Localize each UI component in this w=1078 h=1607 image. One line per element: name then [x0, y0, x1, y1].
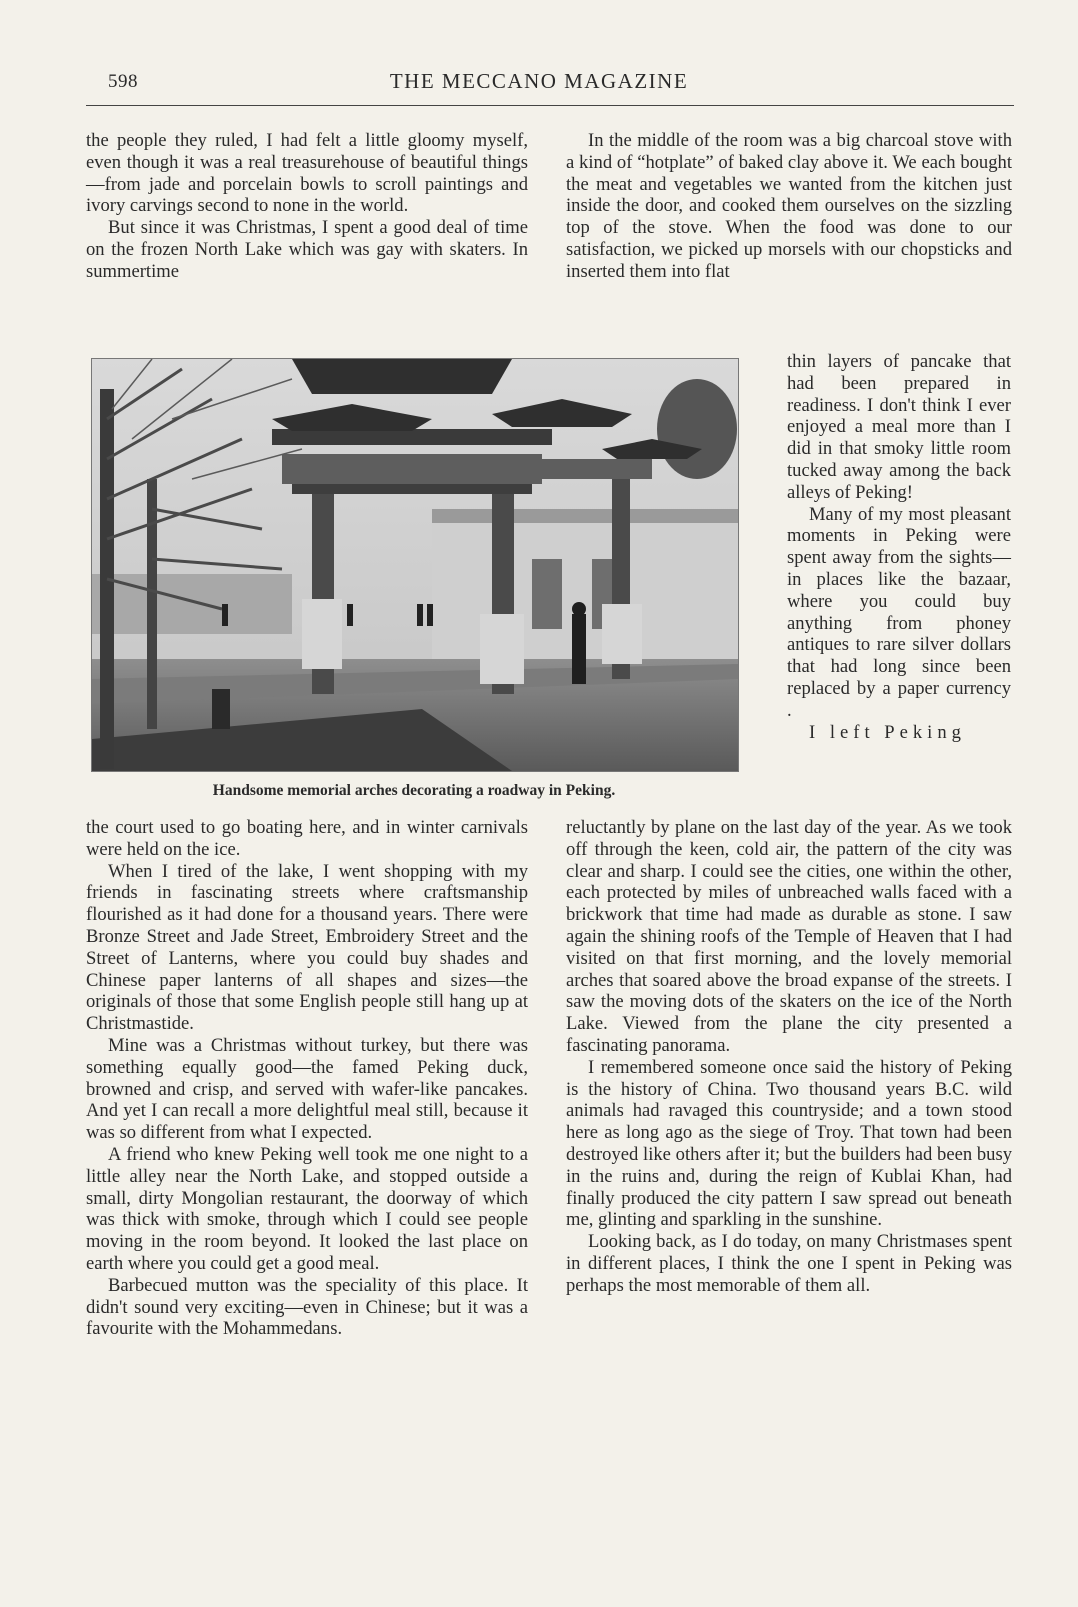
page-number: 598	[108, 71, 138, 92]
column-right-bottom	[566, 817, 1012, 1297]
figure-caption: Handsome memorial arches decorating a roadway in Peking.	[212, 782, 616, 799]
paragraph: But since it was Christmas, I spent a good deal of time on the frozen North Lake which was gay with skaters. In summertime	[86, 217, 528, 282]
column-left-top	[86, 130, 528, 283]
paragraph: the people they ruled, I had felt a little gloomy myself, even though it was a real treasurehouse of beautiful things—from jade and porcelain bowls to scroll paintings and ivory carvings second to none in the world.	[86, 130, 528, 217]
paragraph: A friend who knew Peking well took me one night to a little alley near the North Lake, and stopped outside a small, dirty Mongolian restaurant, the doorway of which was thick with smoke, through which I could see people moving in the room beyond. It looked the last place on earth where you could get a good meal.	[86, 1143, 528, 1274]
paragraph: Looking back, as I do today, on many Christmases spent in different places, I think the one I spent in Peking was perhaps the most memorable of them all.	[566, 1231, 1012, 1296]
running-head: THE MECCANO MAGAZINE	[389, 69, 689, 93]
column-right-top	[566, 130, 1012, 283]
header-rule	[86, 105, 1014, 106]
paragraph: thin layers of pancake that had been prepared in readiness. I don't think I ever enjoyed a meal more than I did in that smoky little room tucked away among the back alleys of Peking!	[787, 351, 1011, 503]
paragraph: In the middle of the room was a big charcoal stove with a kind of “hotplate” of baked clay above it. We each bought the meat and vegetables we wanted from the kitchen just inside the door, and cooked them ourselves on the sizzling top of the stove. When the food was done to our satisfaction, we picked up morsels with our chopsticks and inserted them into flat	[566, 130, 1012, 282]
paragraph: reluctantly by plane on the last day of the year. As we took off through the keen, cold air, the pattern of the city was clear and sharp. I could see the cities, one within the other, each protected by miles of unbreached walls faced with a brickwork that time had made as durable as stone. I saw again the shining roofs of the Temple of Heaven that I had visited on that first morning, and the lovely memorial arches that soared above the broad expanse of the streets. I saw the moving dots of the skaters on the ice of the North Lake. Viewed from the plane the city presented a fascinating panorama.	[566, 817, 1012, 1056]
paragraph: When I tired of the lake, I went shopping with my friends in fascinating streets where craftsmanship flourished as it had done for a thousand years. There were Bronze Street and Jade Street, Embroidery Street and the Street of Lanterns, where you could buy shades and Chinese paper lanterns of all shapes and sizes—the originals of those that some English people still hang up at Christmastide.	[86, 860, 528, 1035]
paragraph: the court used to go boating here, and in winter carnivals were held on the ice.	[86, 817, 528, 860]
column-left-bottom	[86, 817, 528, 1340]
paragraph: I remembered someone once said the history of Peking is the history of China. Two thousand years B.C. wild animals had ravaged this countryside; and a town stood here as long ago as the siege of Troy. That town had been destroyed like others after it; but the builders had been busy in the ruins and, during the reign of Kublai Khan, had finally produced the city pattern I saw spread out beneath me, glinting and sparkling in the sunshine.	[566, 1056, 1012, 1231]
memorial-arches-photo	[91, 358, 739, 772]
column-right-wrap	[787, 351, 1011, 743]
paragraph-start: I left Peking	[809, 721, 966, 743]
paragraph: Mine was a Christmas without turkey, but there was something equally good—the famed Peking duck, browned and crisp, and served with wafer-like pancakes. And yet I can recall a more delightful meal still, because it was so different from what I expected.	[86, 1034, 528, 1144]
paragraph: Barbecued mutton was the speciality of this place. It didn't sound very exciting—even in Chinese; but it was a favourite with the Mohammedans.	[86, 1274, 528, 1340]
paragraph: Many of my most pleasant moments in Peking were spent away from the sights—in places like the bazaar, where you could buy anything from phoney antiques to rare silver dollars that had long since been replaced by a paper currency .	[787, 503, 1011, 721]
